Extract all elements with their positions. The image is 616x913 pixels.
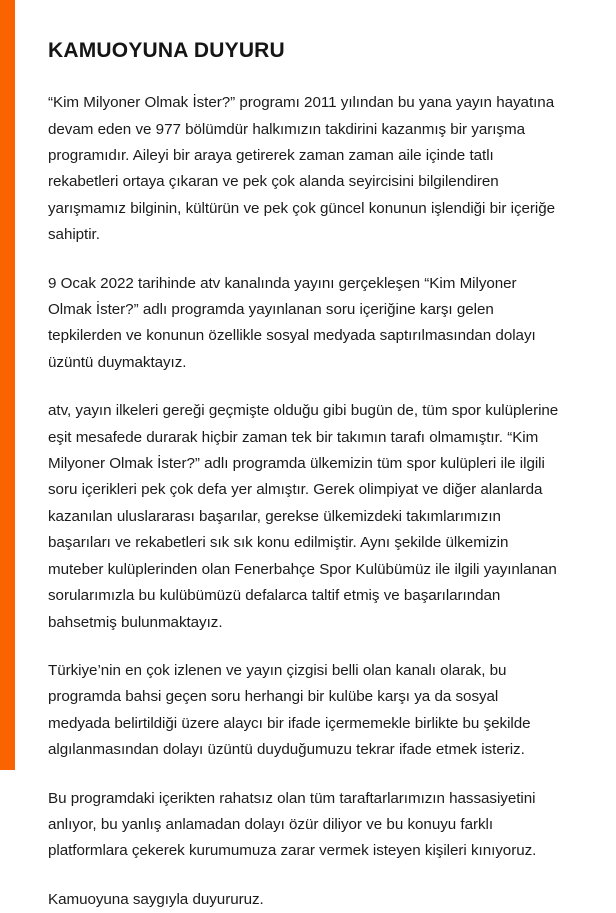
orange-accent-bar bbox=[0, 0, 15, 770]
paragraph-6-closing: Kamuoyuna saygıyla duyururuz. bbox=[48, 890, 264, 908]
paragraph-2: 9 Ocak 2022 tarihinde atv kanalında yayını gerçekleşen “Kim Milyoner Olmak İster?” adlı programda yayınlanan soru içeriğine karşı gelen tepkilerden ve konunun özellikle sosyal medyada saptırılmasından dolayı üzüntü duymaktayız. bbox=[48, 274, 536, 371]
paragraph-5: Bu programdaki içerikten rahatsız olan tüm taraftarlarımızın hassasiyetini anlıyor, bu yanlış anlamadan dolayı özür diliyor ve bu konuyu farklı platformlara çekerek kurumumuza zarar vermek isteyen kişileri kınıyoruz. bbox=[48, 789, 537, 860]
document-content bbox=[48, 0, 562, 908]
page-title: KAMUOYUNA DUYURU bbox=[48, 39, 285, 62]
paragraph-1: “Kim Milyoner Olmak İster?” programı 2011 yılından bu yana yayın hayatına devam eden ve 977 bölümdür halkımızın takdirini kazanmış bir yarışma programıdır. Aileyi bir araya getirerek zaman zaman aile içinde tatlı rekabetleri ortaya çıkaran ve pek çok alanda seyircisini bilgilendiren yarışmamız bilginin, kültürün ve pek çok güncel konunun işlendiği bir içeriğe sahiptir. bbox=[48, 94, 556, 244]
paragraph-4: Türkiye’nin en çok izlenen ve yayın çizgisi belli olan kanalı olarak, bu programda bahsi geçen soru herhangi bir kulübe karşı ya da sosyal medyada belirtildiği üzere alaycı bir ifade içermemekle birlikte bu şekilde algılanmasından dolayı üzüntü duyduğumuzu tekrar ifade etmek isteriz. bbox=[48, 661, 531, 759]
paragraph-3: atv, yayın ilkeleri gereği geçmişte olduğu gibi bugün de, tüm spor kulüplerine eşit mesafede durarak hiçbir zaman tek bir takımın tarafı olmamıştır. “Kim Milyoner Olmak İster?” adlı programda ülkemizin tüm spor kulüpleri ile ilgili soru içerikleri pek çok defa yer almıştır. Gerek olimpiyat ve diğer alanlarda kazanılan uluslararası başarılar, gerekse ülkemizdeki takımlarımızın başarıları ve rekabetleri sık sık konu edilmiştir. Aynı şekilde ülkemizin muteber kulüplerinden olan Fenerbahçe Spor Kulübümüz ile ilgili yayınlanan sorularımızla bu kulübümüzü defalarca taltif etmiş ve başarılarından bahsetmiş bulunmaktayız. bbox=[48, 402, 559, 631]
